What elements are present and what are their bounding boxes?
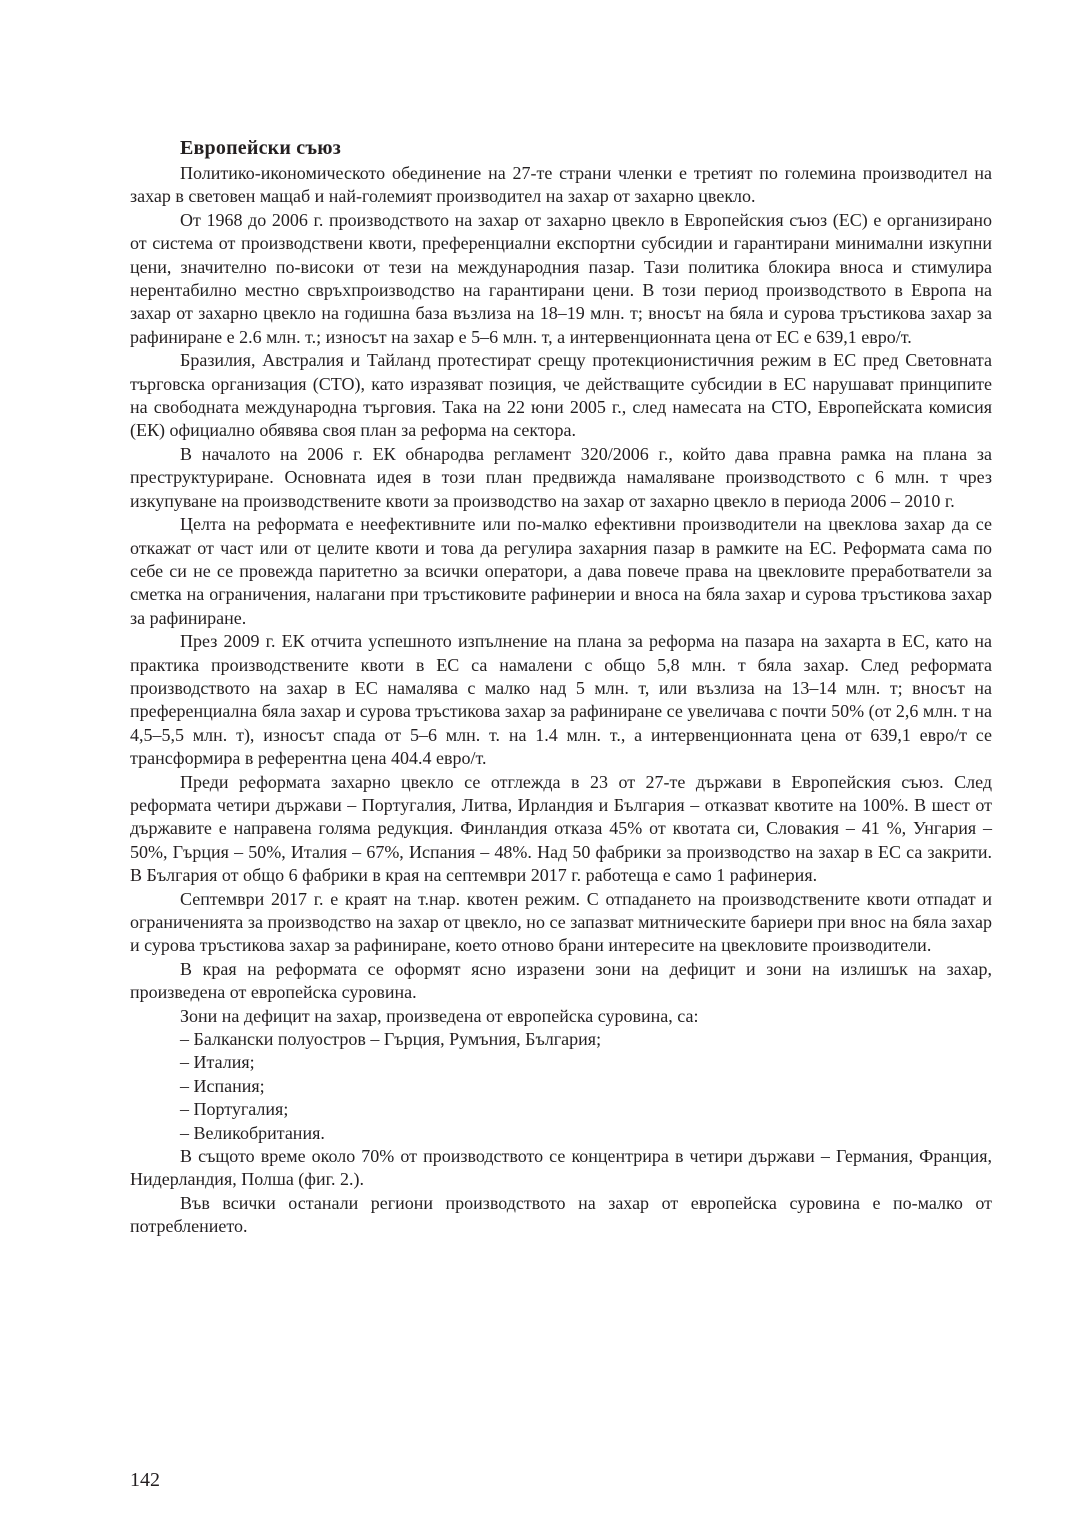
paragraph: Преди реформата захарно цвекло се отглежда в 23 от 27-те държави в Европейския съюз. След реформата четири държави – Португалия, Литва, Ирландия и България – отказват квотите на 100%. В шест от държавите е направена голяма редукция. Финландия отказа 45% от квотата си, Словакия – 41 %, Унгария – 50%, Гърция – 50%, Италия – 67%, Испания – 48%. Над 50 фабрики за производство на захар в ЕС са закрити. В България от общо 6 фабрики в края на септември 2017 г. работеща е само 1 рафинерия.: [130, 771, 992, 886]
paragraph: От 1968 до 2006 г. производството на захар от захарно цвекло в Европейския съюз (ЕС) е организирано от система от производствени квоти, преференциални експортни субсидии и гарантирани минимални изкупни цени, значително по-високи от тези на международния пазар. Тази политика блокира вноса и стимулира нерентабилно местно свръхпроизводство на гарантирани цени. В този период производството в Европа на захар от захарно цвекло на годишна база възлиза на 18–19 млн. т; вносът на бяла и сурова тръстикова захар за рафиниране е 2.6 млн. т.; износът на захар е 5–6 млн. т, а интервенционната цена от ЕС е 639,1 евро/т.: [130, 209, 992, 347]
page-content: [130, 136, 992, 1239]
page-number: 142: [130, 1469, 160, 1491]
paragraph: В края на реформата се оформят ясно изразени зони на дефицит и зони на излишък на захар, произведена от европейска суровина.: [130, 958, 992, 1003]
paragraph: През 2009 г. ЕК отчита успешното изпълнение на плана за реформа на пазара на захарта в ЕС, като на практика производствените квоти в ЕС са намалени с общо 5,8 млн. т бяла захар. След реформата производството на захар в ЕС намалява с малко над 5 млн. т, или възлиза на 13–14 млн. т; вносът на преференциална бяла захар и сурова тръстикова захар за рафиниране се увеличава с почти 50% (от 2,6 млн. т на 4,5–5,5 млн. т), износът спада от 5–6 млн. т. на 1.4 млн. т., а интервенционната цена от 639,1 евро/т се трансформира в референтна цена 404.4 евро/т.: [130, 631, 992, 769]
section-heading: Европейски съюз: [180, 137, 341, 159]
list-item: – Италия;: [180, 1052, 255, 1073]
paragraph: Политико-икономическото обединение на 27-те страни членки е третият по големина производител на захар в световен мащаб и най-големият производител на захар от захарно цвекло.: [130, 163, 992, 207]
paragraph: В същото време около 70% от производството се концентрира в четири държави – Германия, Франция, Нидерландия, Полша (фиг. 2.).: [130, 1146, 992, 1190]
paragraph: Във всички останали региони производството на захар от европейска суровина е по-малко от потреблението.: [130, 1192, 992, 1237]
paragraph: Бразилия, Австралия и Тайланд протестират срещу протекционистичния режим в ЕС пред Световната търговска организация (СТО), като изразяват позиция, че действащите субсидии в ЕС нарушават принципите на свободната международна търговия. Така на 22 юни 2005 г., след намесата на СТО, Европейската комисия (ЕК) официално обявява своя план за реформа на сектора.: [130, 350, 992, 441]
paragraph: В началото на 2006 г. ЕК обнародва регламент 320/2006 г., който дава правна рамка на плана за преструктуриране. Основната идея в този план предвижда намаляване производството с 6 млн. т чрез изкупуване на производствените квоти за производство на захар от захарно цвекло в периода 2006 – 2010 г.: [130, 443, 992, 511]
list-intro: Зони на дефицит на захар, произведена от европейска суровина, са:: [180, 1005, 699, 1026]
paragraph: Септември 2017 г. е краят на т.нар. квотен режим. С отпадането на производствените квоти отпадат и ограниченията за производство на захар от цвекло, но се запазват митническите бариери при внос на бяла захар и сурова тръстикова захар за рафиниране, което отново брани интересите на цвекловите производители.: [130, 888, 992, 956]
list-item: – Великобритания.: [180, 1122, 325, 1143]
list-item: – Португалия;: [180, 1099, 289, 1120]
list-item: – Испания;: [180, 1075, 265, 1096]
list-item: – Балкански полуостров – Гърция, Румъния, България;: [180, 1029, 602, 1050]
paragraph: Целта на реформата е неефективните или по-малко ефективни производители на цвеклова захар да се откажат от част или от целите квоти и това да регулира захарния пазар в рамките на ЕС. Реформата сама по себе си не се провежда паритетно за всички оператори, а дава повече права на цвекловите преработватели за сметка на ограничения, налагани при тръстиковите рафинерии и вноса на бяла захар и сурова тръстикова захар за рафиниране.: [130, 514, 992, 628]
